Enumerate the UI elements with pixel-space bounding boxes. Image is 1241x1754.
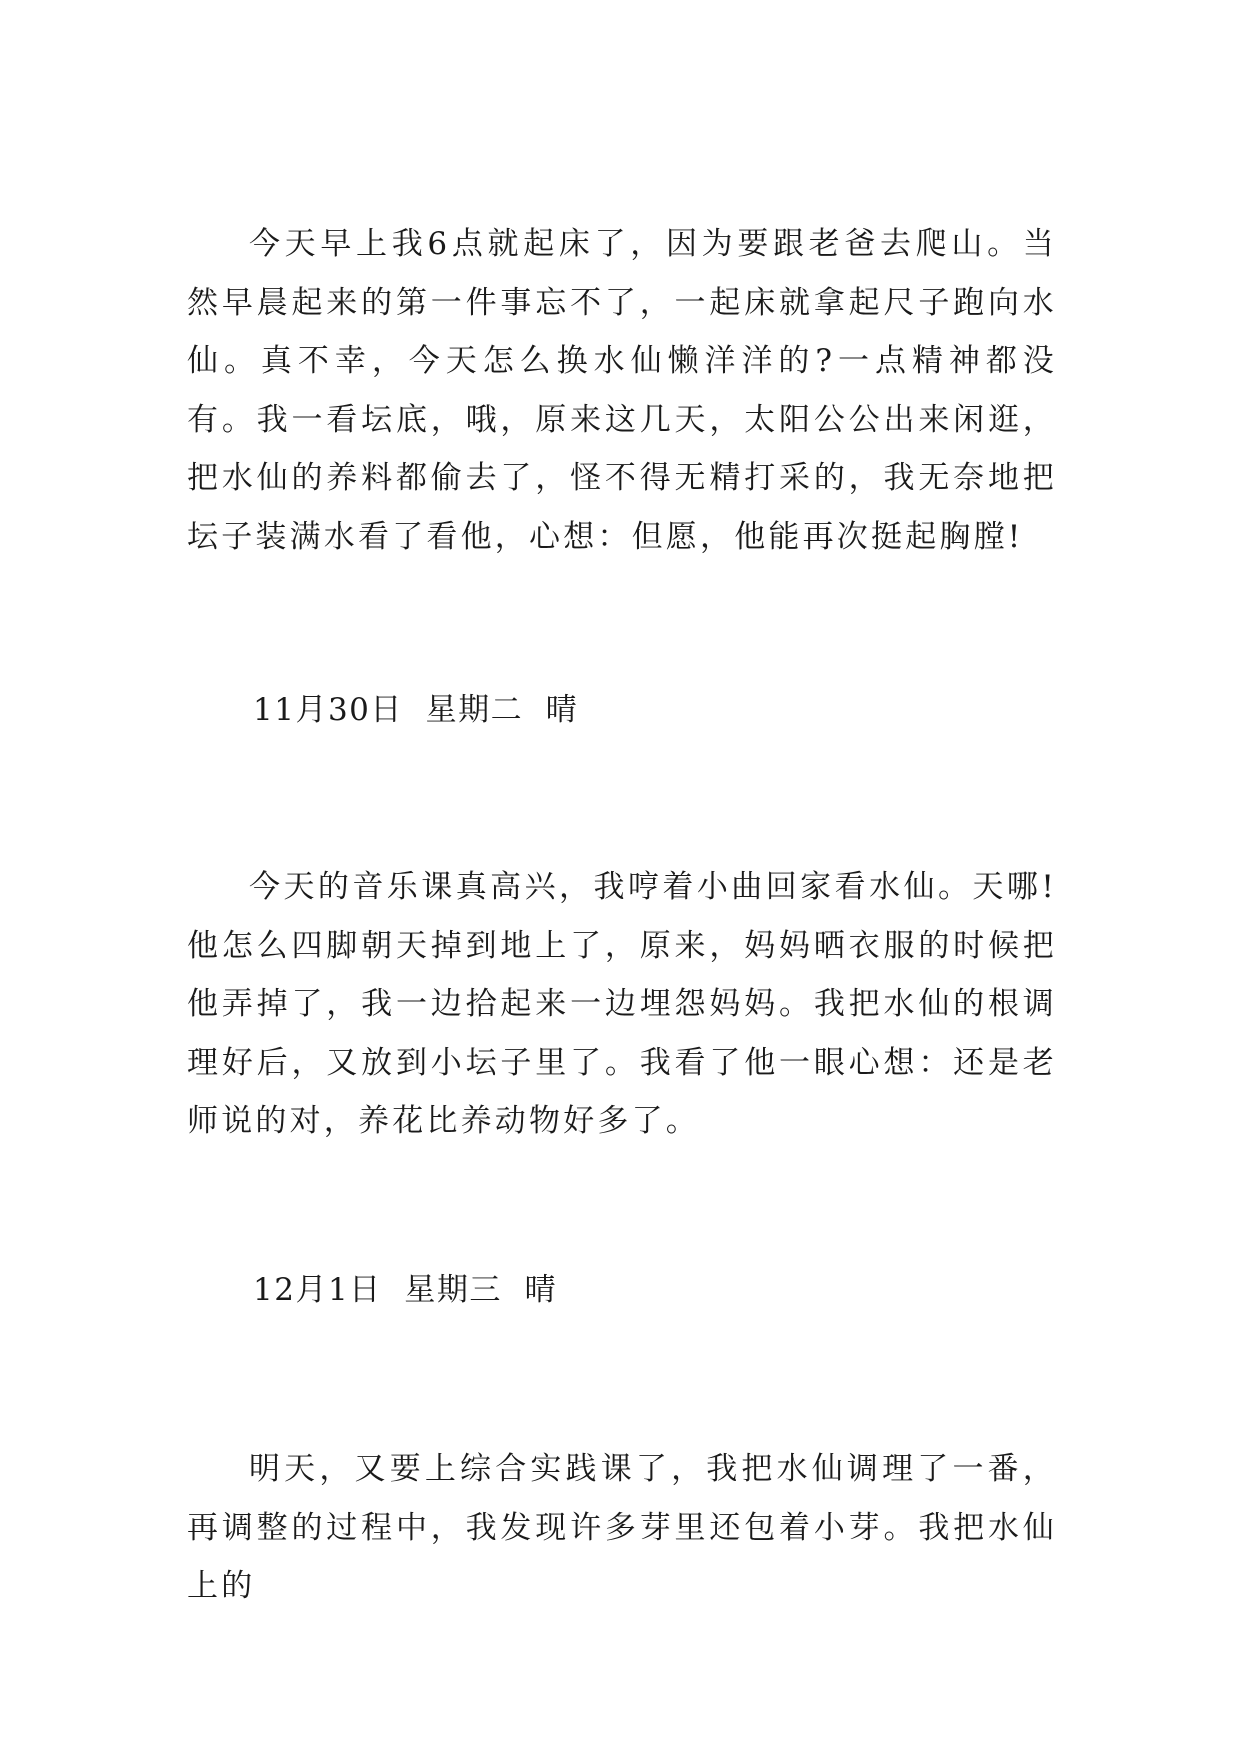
diary-paragraph: 明天，又要上综合实践课了，我把水仙调理了一番，再调整的过程中，我发现许多芽里还包着小芽。我把水仙上的 (187, 1451, 1057, 1604)
diary-paragraph: 今天的音乐课真高兴，我哼着小曲回家看水仙。天哪!他怎么四脚朝天掉到地上了，原来，妈妈晒衣服的时候把他弄掉了，我一边拾起来一边埋怨妈妈。我把水仙的根调理好后，又放到小坛子里了。我看了他一眼心想：还是老师说的对，养花比养动物好多了。 (187, 869, 1057, 1139)
diary-date-heading: 11月30日 星期二 晴 (253, 692, 579, 728)
diary-paragraph: 今天早上我6点就起床了，因为要跟老爸去爬山。当然早晨起来的第一件事忘不了，一起床就拿起尺子跑向水仙。真不幸，今天怎么换水仙懒洋洋的?一点精神都没有。我一看坛底，哦，原来这几天，太阳公公出来闲逛，把水仙的养料都偷去了，怪不得无精打采的，我无奈地把坛子装满水看了看他，心想：但愿，他能再次挺起胸膛! (187, 226, 1057, 555)
diary-date-heading: 12月1日 星期三 晴 (253, 1272, 558, 1308)
